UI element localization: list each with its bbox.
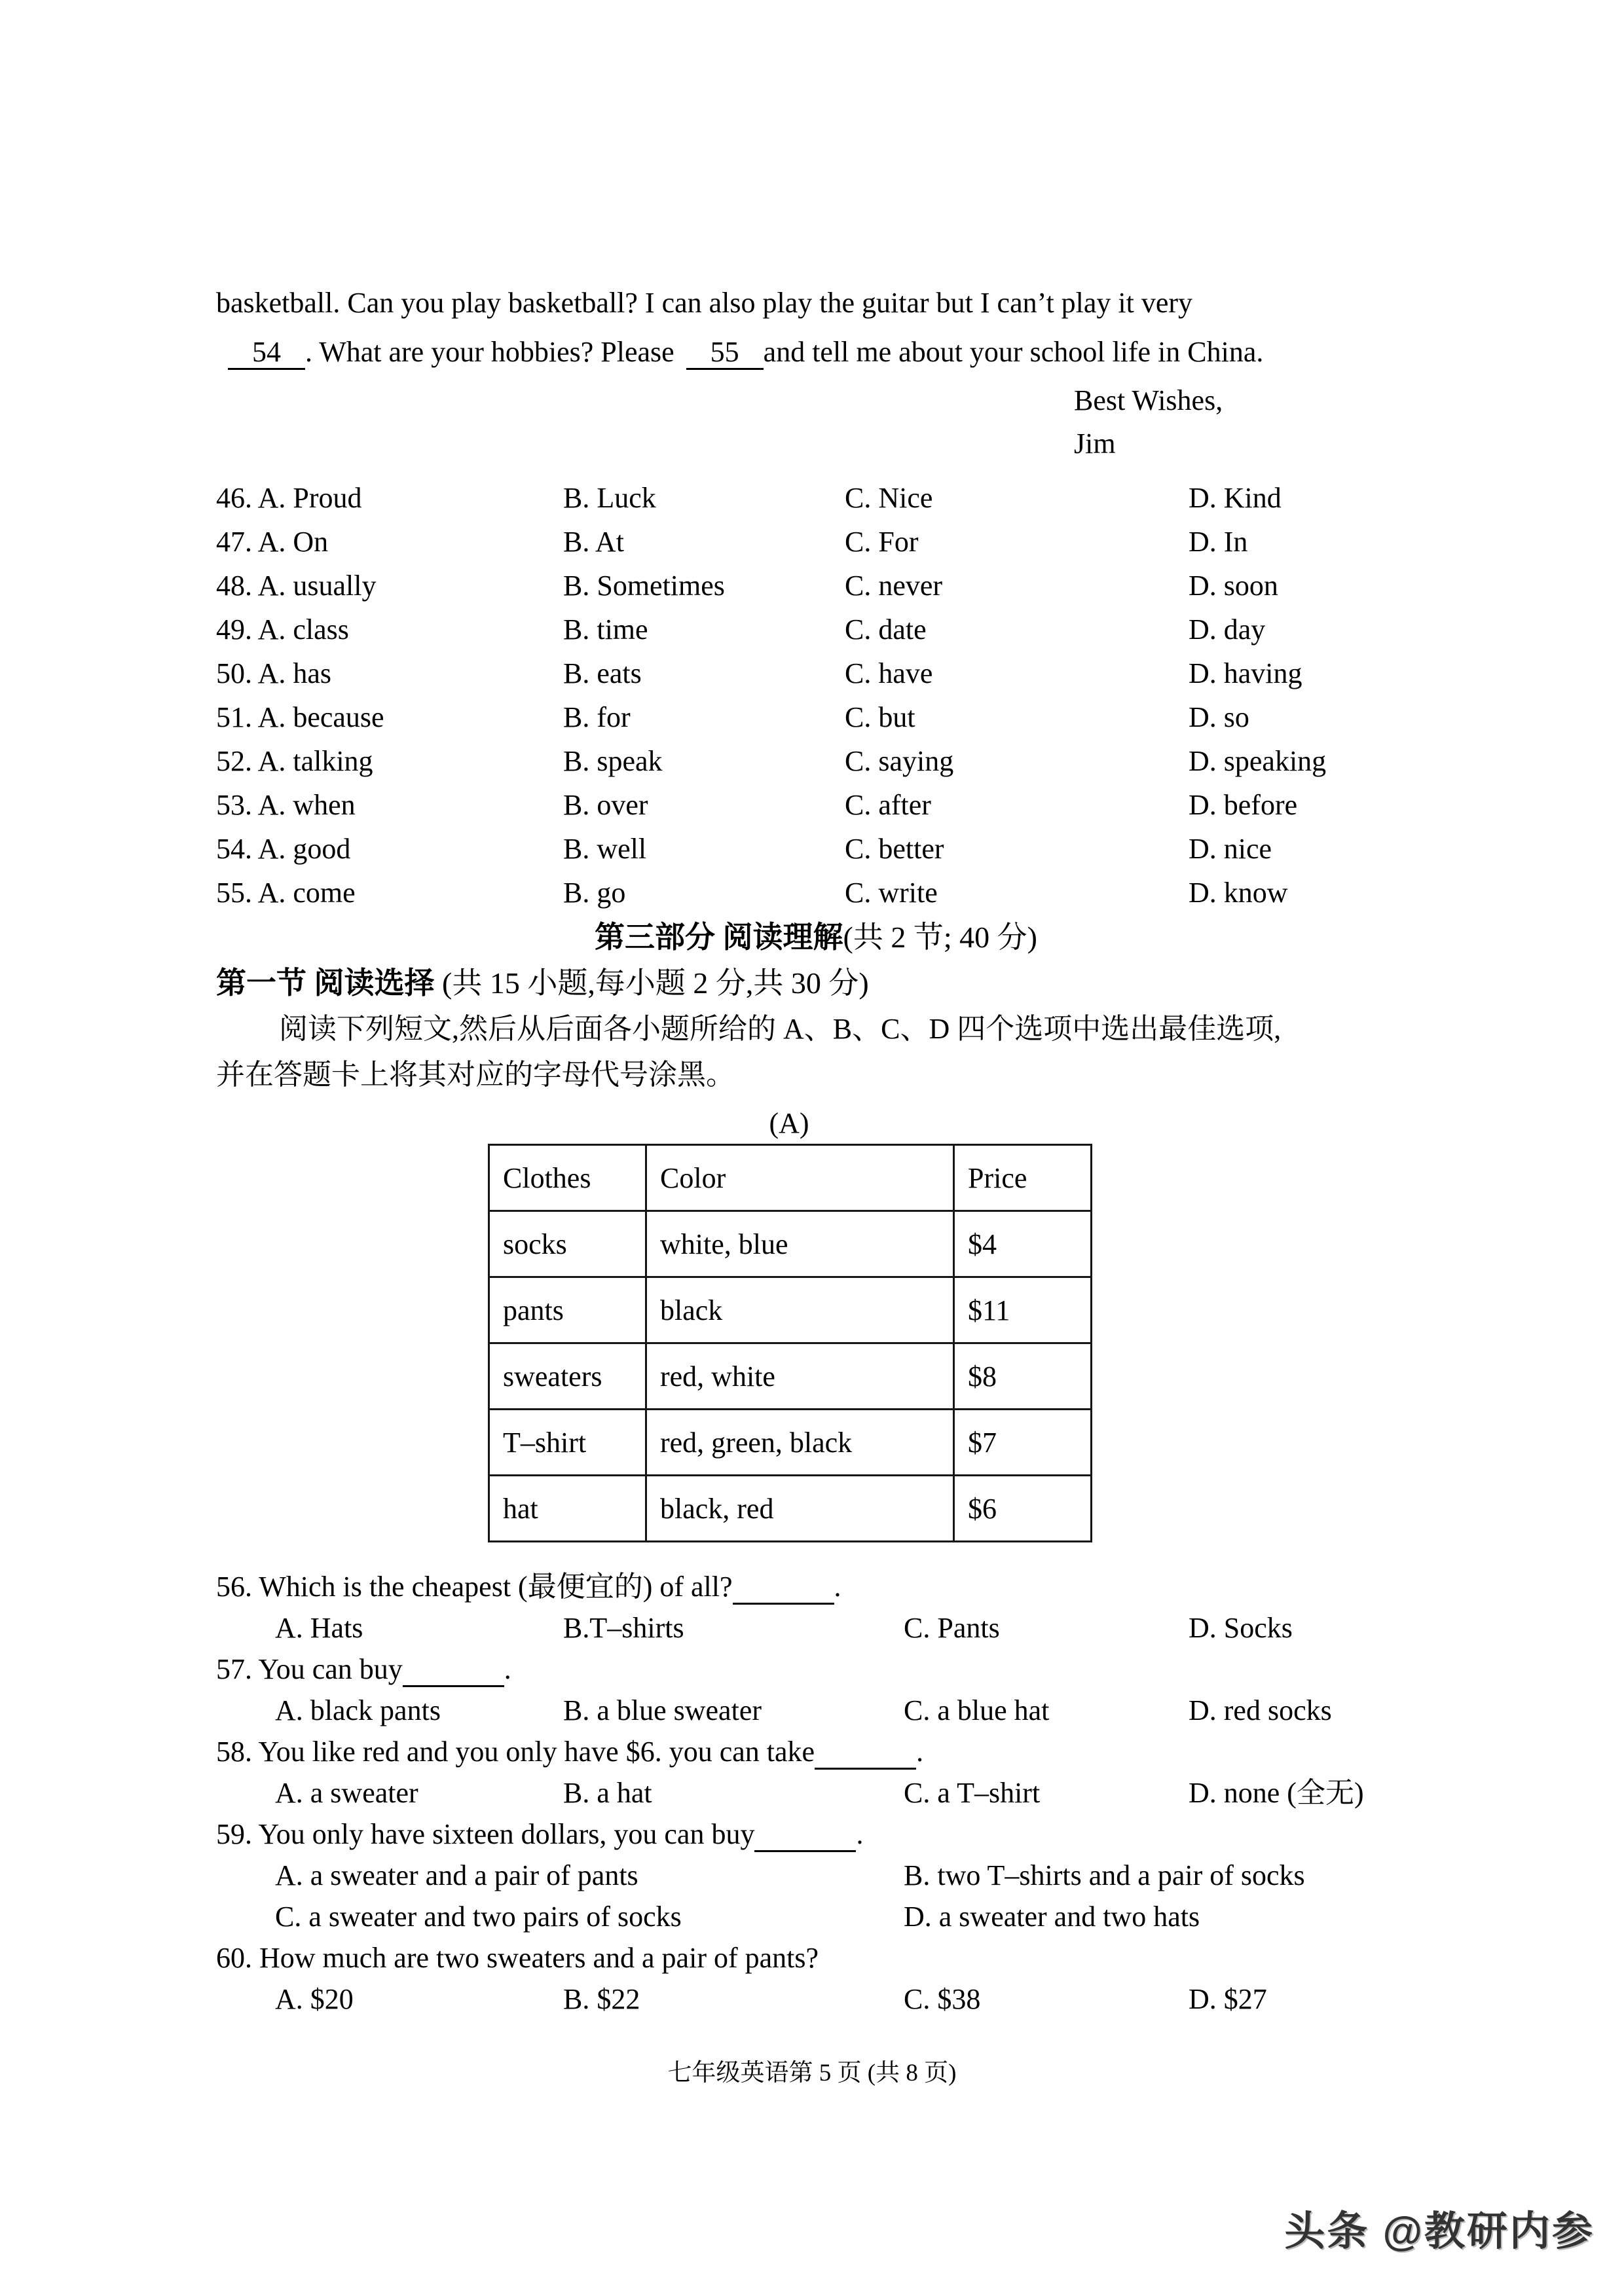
- cloze-question-number-and-option: 50. A. has: [216, 657, 331, 689]
- reading-question-text-after-blank: .: [856, 1818, 864, 1850]
- cloze-option: D. In: [1189, 526, 1248, 558]
- cloze-option: C. For: [845, 526, 919, 558]
- table-cell: $6: [954, 1476, 1092, 1542]
- cloze-question-row: [216, 783, 1416, 827]
- passage-a-block: [488, 1103, 1090, 1542]
- answer-option: B. a blue sweater: [563, 1694, 762, 1726]
- cloze-option: B. Luck: [563, 482, 656, 514]
- signoff-signature: Jim: [1074, 428, 1116, 460]
- table-header-color: Color: [646, 1145, 954, 1211]
- page-footer: 七年级英语第 5 页 (共 8 页): [667, 2060, 957, 2086]
- cloze-option: C. have: [845, 657, 933, 689]
- cloze-question-number-and-option: 46. A. Proud: [216, 482, 362, 514]
- section1-header-title: 第一节 阅读选择: [216, 966, 435, 1000]
- answer-option-row: [216, 1607, 1416, 1649]
- cloze-option: C. date: [845, 613, 927, 646]
- cloze-question-row: [216, 476, 1416, 520]
- answer-option-row: [216, 1772, 1416, 1813]
- table-cell: T–shirt: [489, 1410, 646, 1476]
- cloze-question-row: [216, 827, 1416, 871]
- cloze-option: D. having: [1189, 657, 1302, 689]
- answer-option: D. a sweater and two hats: [904, 1901, 1200, 1933]
- table-cell: red, white: [646, 1343, 954, 1410]
- answer-option-row: [216, 1855, 1416, 1937]
- answer-option-row: [216, 1978, 1416, 2020]
- table-header-row: [489, 1145, 1092, 1211]
- cloze-question-number-and-option: 55. A. come: [216, 877, 356, 909]
- part3-header-title: 第三部分 阅读理解: [595, 920, 843, 954]
- instruction-line-1: 阅读下列短文,然后从后面各小题所给的 A、B、C、D 四个选项中选出最佳选项,: [279, 1013, 1282, 1045]
- table-cell: $11: [954, 1277, 1092, 1343]
- cloze-option: D. know: [1189, 877, 1288, 909]
- answer-option: D. none (全无): [1189, 1777, 1364, 1809]
- page-content: [216, 278, 1416, 2020]
- cloze-option: C. but: [845, 701, 915, 733]
- cloze-question-number-and-option: 54. A. good: [216, 833, 351, 865]
- cloze-option: C. Nice: [845, 482, 933, 514]
- cloze-option: D. nice: [1189, 833, 1272, 865]
- reading-question-text: 59. You only have sixteen dollars, you can buy: [216, 1818, 755, 1850]
- reading-question-stem: [216, 1937, 1416, 1978]
- answer-blank: [403, 1654, 504, 1687]
- answer-option: A. black pants: [275, 1694, 441, 1726]
- cloze-option: D. so: [1189, 701, 1249, 733]
- reading-question-text: 58. You like red and you only have $6. you can take: [216, 1736, 815, 1768]
- signoff-best-wishes: Best Wishes,: [1074, 384, 1223, 416]
- cloze-question-row: [216, 608, 1416, 651]
- answer-blank: [733, 1571, 834, 1605]
- cloze-question-row: [216, 695, 1416, 739]
- reading-question-text-after-blank: .: [916, 1736, 924, 1768]
- cloze-question-number-and-option: 48. A. usually: [216, 570, 377, 602]
- table-row: [489, 1343, 1092, 1410]
- reading-question-stem: [216, 1813, 1416, 1855]
- reading-question-text: 56. Which is the cheapest (最便宜的) of all?: [216, 1571, 733, 1603]
- table-row: [489, 1277, 1092, 1343]
- table-cell: $4: [954, 1211, 1092, 1277]
- cloze-option: B. time: [563, 613, 648, 646]
- cloze-option: D. day: [1189, 613, 1266, 646]
- passage-line-2-text-a: . What are your hobbies? Please: [305, 336, 674, 368]
- cloze-option: B. go: [563, 877, 626, 909]
- watermark: 头条 @教研内参: [1284, 2209, 1595, 2254]
- section1-header: [216, 960, 1416, 1006]
- letter-signoff: [216, 379, 1416, 465]
- answer-option: C. a T–shirt: [904, 1777, 1041, 1809]
- table-row: [489, 1410, 1092, 1476]
- table-header-clothes: Clothes: [489, 1145, 646, 1211]
- table-cell: sweaters: [489, 1343, 646, 1410]
- cloze-blank-54: 54: [228, 337, 305, 370]
- answer-blank: [754, 1819, 856, 1852]
- answer-option: A. Hats: [275, 1612, 363, 1644]
- table-cell: red, green, black: [646, 1410, 954, 1476]
- answer-option: A. $20: [275, 1983, 354, 2015]
- table-row: [489, 1211, 1092, 1277]
- cloze-option: B. over: [563, 789, 648, 821]
- passage-line-2-text-b: and tell me about your school life in China.: [763, 336, 1264, 368]
- table-cell: black, red: [646, 1476, 954, 1542]
- answer-option: D. red socks: [1189, 1694, 1332, 1726]
- cloze-option: C. never: [845, 570, 943, 602]
- section1-header-score: (共 15 小题,每小题 2 分,共 30 分): [434, 966, 869, 1000]
- cloze-option: C. saying: [845, 745, 954, 777]
- reading-question-stem: [216, 1731, 1416, 1772]
- instruction-line-2: 并在答题卡上将其对应的字母代号涂黑。: [216, 1059, 735, 1091]
- reading-question-list: [216, 1566, 1416, 2020]
- answer-option: D. $27: [1189, 1983, 1267, 2015]
- cloze-question-row: [216, 520, 1416, 564]
- reading-question-text-after-blank: .: [834, 1571, 841, 1603]
- reading-question-text: 60. How much are two sweaters and a pair of pants?: [216, 1942, 819, 1974]
- reading-question-text-after-blank: .: [504, 1653, 511, 1685]
- cloze-question-number-and-option: 51. A. because: [216, 701, 384, 733]
- answer-option: C. $38: [904, 1983, 981, 2015]
- table-cell: pants: [489, 1277, 646, 1343]
- cloze-option: B. speak: [563, 745, 663, 777]
- cloze-question-row: [216, 564, 1416, 608]
- passage-line-2: [216, 327, 1416, 376]
- cloze-option: C. write: [845, 877, 938, 909]
- passage-line-1: basketball. Can you play basketball? I can also play the guitar but I can’t play it very: [216, 287, 1193, 319]
- table-cell: black: [646, 1277, 954, 1343]
- table-header-price: Price: [954, 1145, 1092, 1211]
- answer-blank: [815, 1736, 916, 1770]
- table-cell: hat: [489, 1476, 646, 1542]
- cloze-option: C. after: [845, 789, 931, 821]
- cloze-option: D. before: [1189, 789, 1298, 821]
- answer-option: C. a sweater and two pairs of socks: [275, 1901, 682, 1933]
- cloze-option: D. speaking: [1189, 745, 1327, 777]
- cloze-question-row: [216, 651, 1416, 695]
- table-cell: white, blue: [646, 1211, 954, 1277]
- clothes-price-table: [488, 1144, 1092, 1542]
- cloze-question-number-and-option: 49. A. class: [216, 613, 349, 646]
- cloze-option: B. Sometimes: [563, 570, 725, 602]
- table-cell: $7: [954, 1410, 1092, 1476]
- passage-a-label: (A): [769, 1107, 809, 1139]
- table-row: [489, 1476, 1092, 1542]
- cloze-question-number-and-option: 47. A. On: [216, 526, 329, 558]
- answer-option: A. a sweater: [275, 1777, 418, 1809]
- table-cell: $8: [954, 1343, 1092, 1410]
- reading-question-text: 57. You can buy: [216, 1653, 403, 1685]
- cloze-option: B. well: [563, 833, 647, 865]
- answer-option: B. $22: [563, 1983, 640, 2015]
- answer-option: C. a blue hat: [904, 1694, 1050, 1726]
- cloze-blank-55: 55: [686, 337, 764, 370]
- cloze-option: D. soon: [1189, 570, 1278, 602]
- part3-header-score: (共 2 节; 40 分): [843, 920, 1037, 954]
- answer-option: B.T–shirts: [563, 1612, 684, 1644]
- cloze-option: B. eats: [563, 657, 642, 689]
- cloze-question-row: [216, 739, 1416, 783]
- cloze-question-row: [216, 871, 1416, 915]
- cloze-option: B. At: [563, 526, 624, 558]
- cloze-option: D. Kind: [1189, 482, 1282, 514]
- answer-option: A. a sweater and a pair of pants: [275, 1859, 638, 1891]
- cloze-question-number-and-option: 53. A. when: [216, 789, 356, 821]
- reading-question-stem: [216, 1566, 1416, 1607]
- cloze-option: B. for: [563, 701, 631, 733]
- answer-option: C. Pants: [904, 1612, 1000, 1644]
- reading-question-stem: [216, 1649, 1416, 1690]
- answer-option: B. two T–shirts and a pair of socks: [904, 1859, 1305, 1891]
- table-cell: socks: [489, 1211, 646, 1277]
- answer-option: B. a hat: [563, 1777, 652, 1809]
- answer-option-row: [216, 1690, 1416, 1731]
- cloze-question-number-and-option: 52. A. talking: [216, 745, 373, 777]
- part3-header: [216, 915, 1416, 960]
- cloze-question-list: [216, 476, 1416, 915]
- cloze-option: C. better: [845, 833, 944, 865]
- answer-option: D. Socks: [1189, 1612, 1293, 1644]
